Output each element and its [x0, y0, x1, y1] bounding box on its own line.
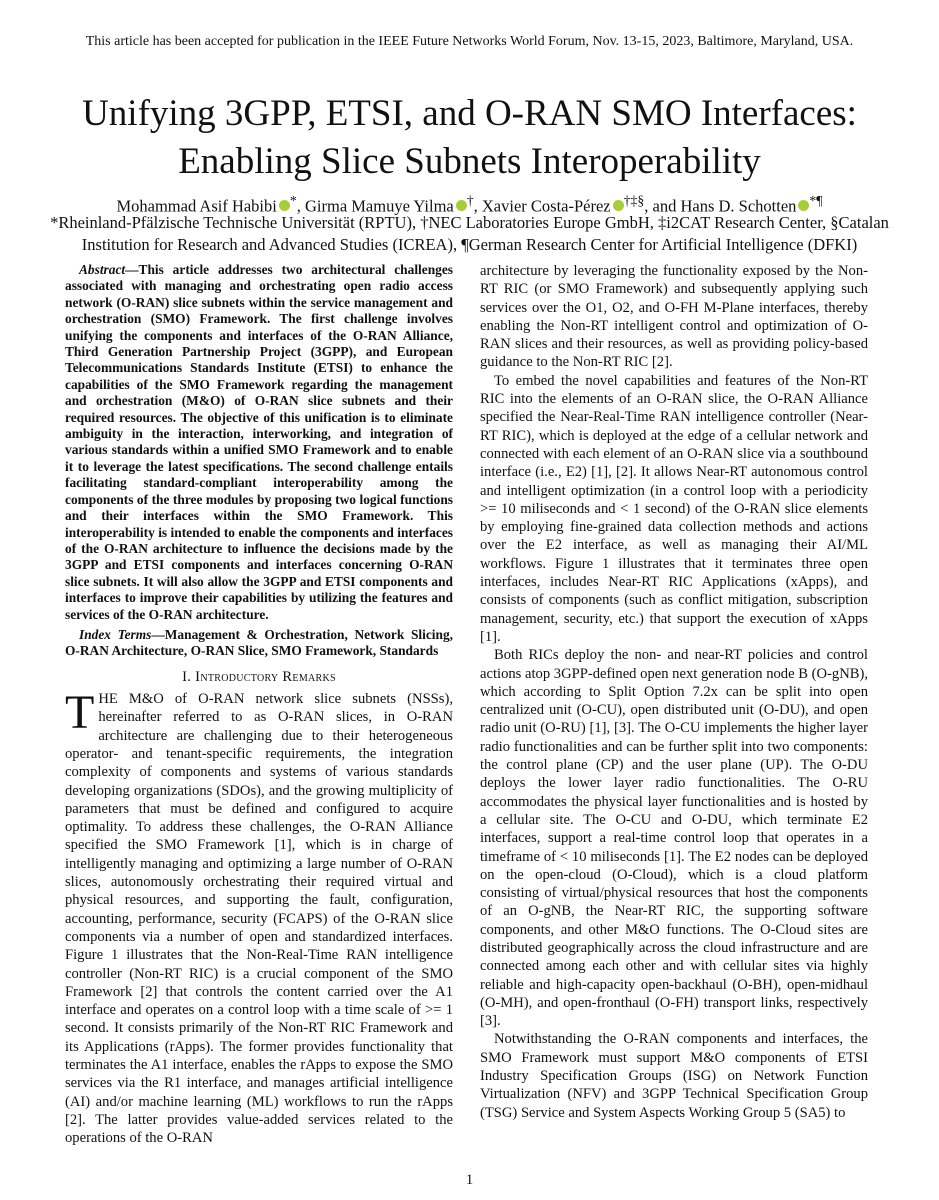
affiliations-line-1: *Rheinland-Pfälzische Technische Universität (RPTU), †NEC Laboratories Europe GmbH, ‡i2CAT Research Center, §Catalan	[50, 213, 889, 232]
left-column	[65, 262, 453, 1147]
author-name: Mohammad Asif Habibi	[116, 196, 277, 216]
right-column	[480, 262, 868, 1122]
index-terms-label: Index Terms	[79, 626, 152, 642]
orcid-icon[interactable]	[456, 200, 467, 211]
section-title: Introductory Remarks	[195, 668, 336, 685]
author-mark: *¶	[809, 193, 823, 208]
index-terms	[65, 627, 453, 660]
orcid-icon[interactable]	[613, 200, 624, 211]
section-heading	[65, 668, 453, 686]
orcid-icon[interactable]	[279, 200, 290, 211]
title-line-1: Unifying 3GPP, ETSI, and O-RAN SMO Interfaces:	[82, 93, 857, 134]
paper-title	[20, 90, 919, 186]
intro-paragraph-text: HE M&O of O-RAN network slice subnets (NSSs), hereinafter referred to as O-RAN slices, in O-RAN architecture are challenging due to their heterogeneous operator- and tenant-specific requirements, the integration complexity of components and systems of various standards developing organizations (SDOs), and the growing multiplicity of parameters that must be defined and configured to acquire optimality. To address these challenges, the O-RAN Alliance specified the SMO Framework [1], which is in charge of intelligently managing and optimizing a large number of O-RAN slices, autonomously orchestrating their required virtual and physical resources, and supporting the fault, configuration, accounting, performance, security (FCAPS) of the O-RAN slice components via a number of open and standardized interfaces. Figure 1 illustrates that the Non-Real-Time RAN intelligence controller (Non-RT RIC) is a crucial component of the SMO Framework [2] that controls the content carried over the A1 interface and operates on a control loop with a time scale of >= 1 second. It consists primarily of the Non-RT RIC Framework and its Applications (rApps). The former provides functionality that terminates the A1 interface, enables the rApps to expose the SMO services via the R1 interface, and manages artificial intelligence (AI) and/or machine learning (ML) workflows to run the rApps [2]. The latter provides value-added services related to the operations of the O-RAN	[65, 691, 453, 1147]
author-name: , Girma Mamuye Yilma	[296, 196, 454, 216]
abstract	[65, 262, 453, 623]
section-number: I.	[182, 668, 196, 685]
publication-notice: This article has been accepted for publication in the IEEE Future Networks World Forum, Nov. 13-15, 2023, Baltimore, Maryland, USA.	[85, 34, 854, 49]
affiliations	[20, 212, 919, 256]
author-mark: †‡§	[623, 193, 645, 208]
author-name: , Xavier Costa-Pérez	[473, 196, 611, 216]
drop-cap: T	[65, 686, 95, 740]
body-paragraph: Notwithstanding the O-RAN components and interfaces, the SMO Framework must support M&O components of ETSI Industry Specification Groups (ISG) on Network Function Virtualization (NFV) and 3GPP Technical Specification Group (TSG) Service and System Aspects Working Group 5 (SA5) to	[480, 1031, 868, 1121]
title-line-2: Enabling Slice Subnets Interoperability	[178, 141, 761, 182]
author-mark: †	[466, 193, 474, 208]
abstract-label: Abstract	[79, 262, 126, 277]
body-paragraph: Both RICs deploy the non- and near-RT policies and control actions atop 3GPP-defined open next generation node B (O-gNB), which according to Split Option 7.2x can be split into open centralized unit (O-CU), open distributed unit (O-DU), and open radio unit (O-RU) [1], [3]. The O-CU implements the higher layer radio functionalities and can be further split into two components: the control plane (CP) and the user plane (UP). The O-DU deploys the lower layer radio functionalities. The O-RU accommodates the physical layer functionalities and is hosted by a cellular site. The O-CU and O-DU, which terminate E2 interfaces, support a real-time control loop that operates in a timeframe of < 10 miliseconds [1]. The E2 nodes can be deployed on the open-cloud (O-Cloud), which is a cloud platform consisting of virtual/physical resources that host the components of an O-gNB, the Near-RT RIC, the supporting software components, and other M&O functions. The O-Cloud sites are distributed geographically across the cloud infrastructure and are connected among each other and with cellular sites via highly reliable and high-capacity open-backhaul (O-BH), open-midhaul (O-MH), and open-fronthaul (O-FH) transport links, respectively [3].	[480, 647, 868, 1030]
author-mark: *	[289, 193, 297, 208]
index-terms-text: —Management & Orchestration, Network Slicing, O-RAN Architecture, O-RAN Slice, SMO Framework, Standards	[65, 626, 453, 659]
abstract-text: —This article addresses two architectural challenges associated with managing and orchestrating open radio access network (O-RAN) slice subnets within the service management and orchestration (SMO) Framework. The first challenge involves unifying the components and interfaces of the O-RAN Alliance, Third Generation Partnership Project (3GPP), and European Telecommunications Standards Institute (ETSI) to enhance the capabilities of the SMO Framework regarding the management and orchestration (M&O) of O-RAN slice subnets and their required resources. The objective of this unification is to eliminate ambiguity in the interaction, interworking, and integration of various standards within a unified SMO Framework and to enable it to leverage the latest specifications. The second challenge entails facilitating standard-compliant interoperability among the components of the three modules by proposing two logical functions and their interfaces within the SMO Framework. This interoperability is intended to enable the components and interfaces of the O-RAN architecture to influence the decisions made by the 3GPP and ETSI components and interfaces concerning O-RAN slice subnets. It will also allow the 3GPP and ETSI components and interfaces to improve their capabilities by utilizing the features and services of the O-RAN architecture.	[65, 262, 453, 622]
orcid-icon[interactable]	[798, 200, 809, 211]
author-name: , and Hans D. Schotten	[644, 196, 797, 216]
body-paragraph: architecture by leveraging the functionality exposed by the Non-RT RIC (or SMO Framework) and subsequently applying such services over the O1, O2, and O-FH M-Plane interfaces, thereby enabling the Non-RT intelligent control and optimization of O-RAN slices and their resources, as well as providing policy-based guidance to the Non-RT RIC [2].	[480, 263, 868, 371]
body-paragraph: To embed the novel capabilities and features of the Non-RT RIC into the elements of an O-RAN slice, the O-RAN Alliance specified the Near-Real-Time RAN intelligence controller (Near-RT RIC), which is deployed at the edge of a cellular network and connected with each element of an O-RAN slice via a southbound interface (i.e., E2) [1], [2]. It allows Near-RT autonomous control and intelligent optimization (in a control loop with a periodicity >= 10 miliseconds and < 1 second) of the O-RAN slice elements by employing fine-grained data collection methods and actions over the E2 interface, as well as managing their AI/ML workflows. Figure 1 illustrates that it terminates three open interfaces, includes Near-RT RIC Applications (xApps), and consists of components (such as conflict mitigation, subscription management, security, etc.) that support the execution of xApps [1].	[480, 372, 868, 645]
page-number: 1	[465, 1172, 474, 1188]
intro-paragraph	[65, 686, 453, 1147]
affiliations-line-2: Institution for Research and Advanced Studies (ICREA), ¶German Research Center for Artificial Intelligence (DFKI)	[81, 235, 858, 254]
